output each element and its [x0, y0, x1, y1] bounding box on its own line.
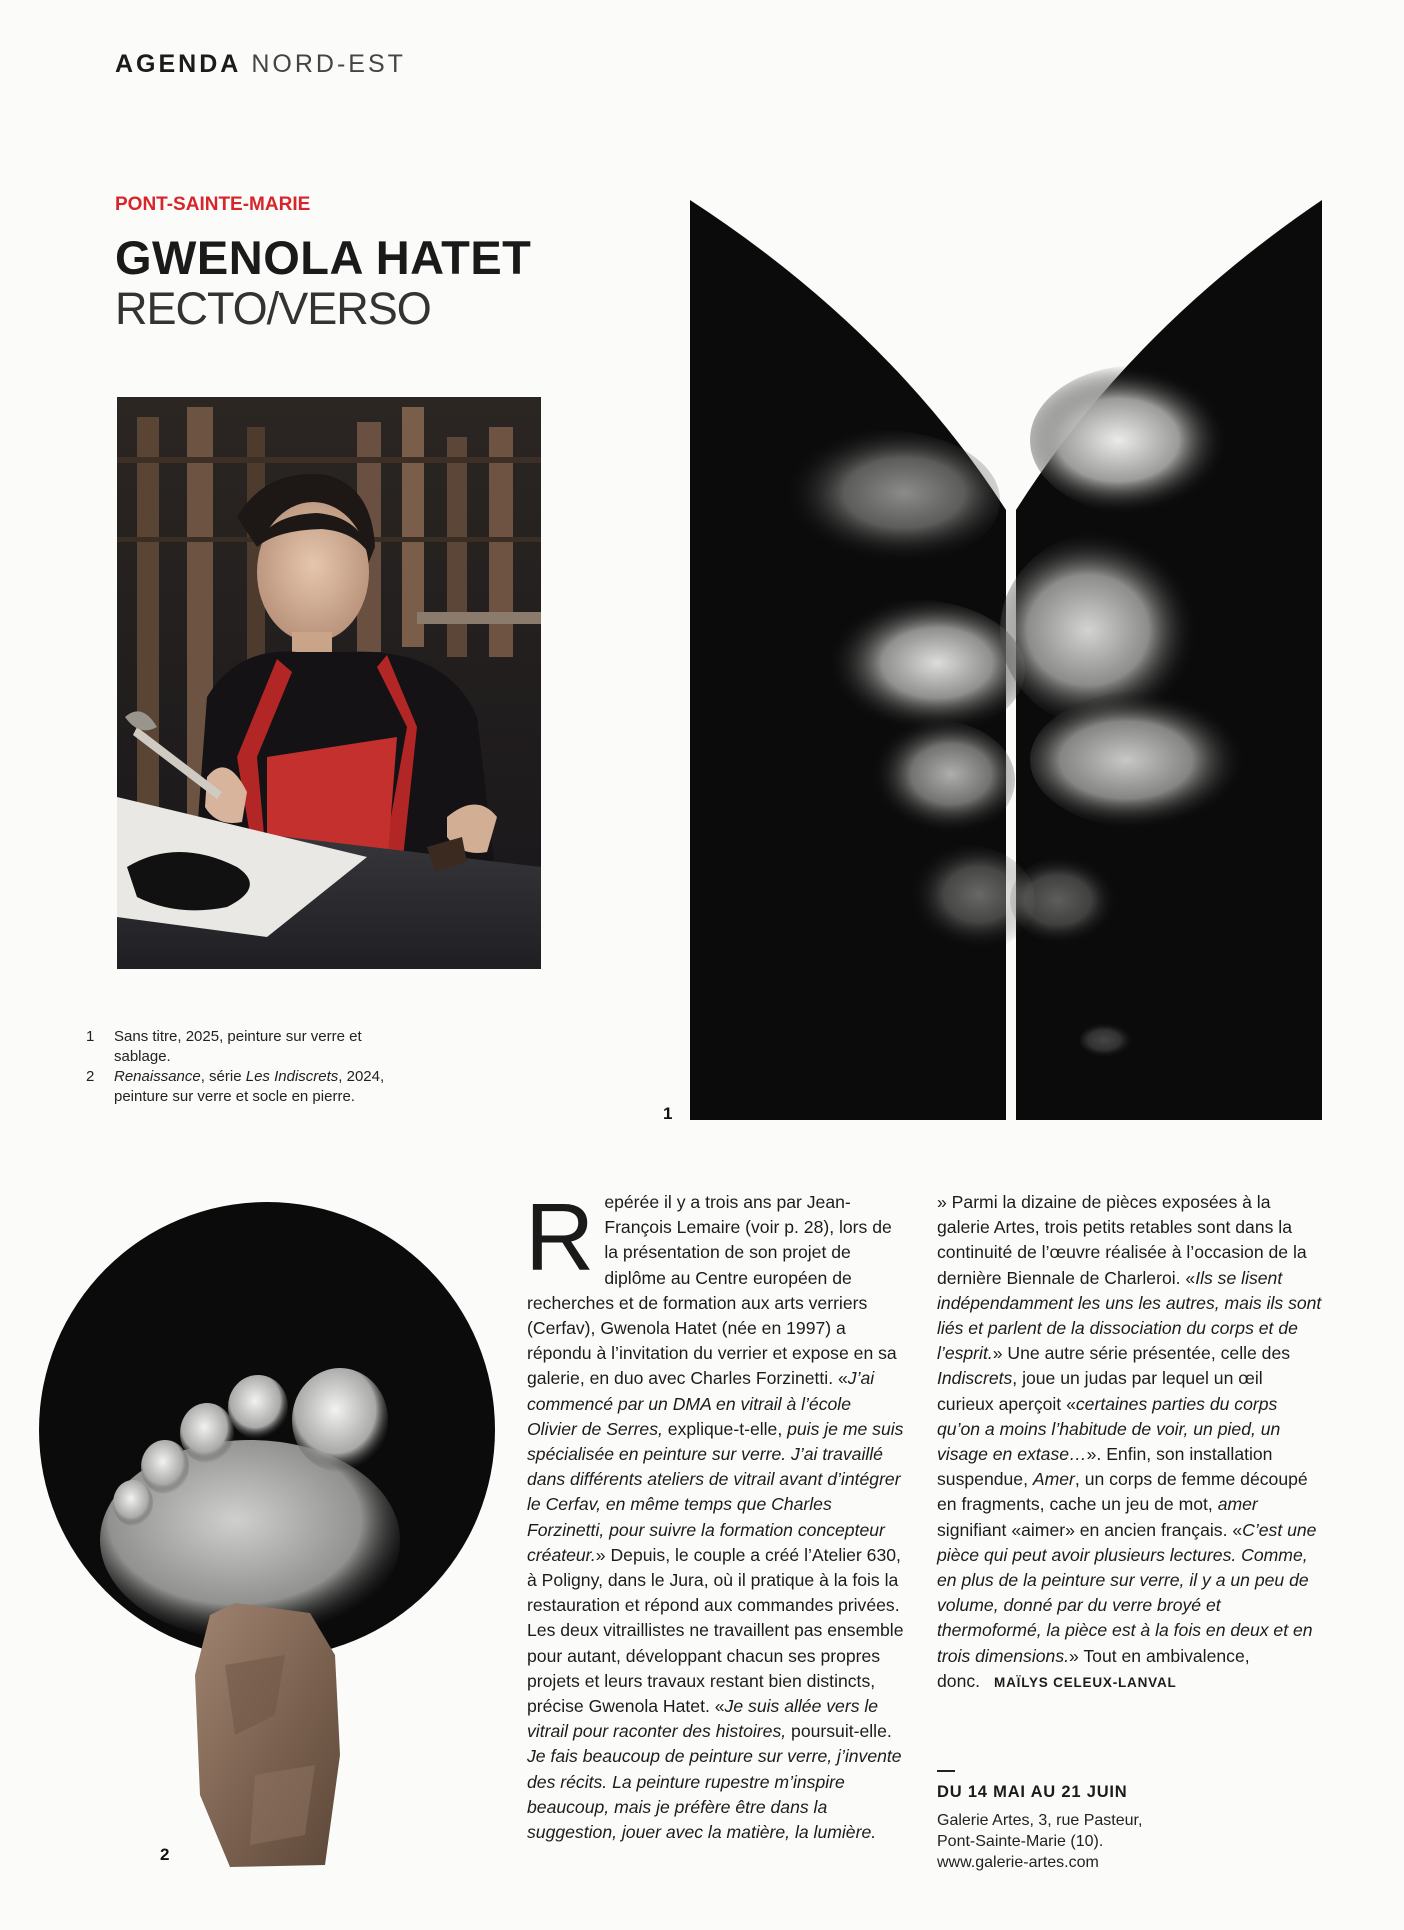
rubric-region: NORD-EST	[251, 50, 406, 78]
rubric-section: AGENDA	[115, 50, 242, 78]
article-paragraph: » Parmi la dizaine de pièces exposées à la galerie Artes, trois petits retables sont dans la continuité de l’œuvre réalisée à l’occasion de la dernière Biennale de Charleroi. «Ils se lisent indépendamment les uns les autres, mais ils sont liés et parlent de la dissociation du corps et de l’esprit.» Une autre série présentée, celle des Indiscrets, joue un judas par lequel un œil curieux aperçoit «certaines parties du corps qu’on a moins l’habitude de voir, un pied, un visage en extase…». Enfin, son installation suspendue, Amer, un corps de femme découpé en fragments, cache un jeu de mot, amer signifiant «aimer» en ancien français. «C’est une pièce qui peut avoir plusieurs lectures. Comme, en plus de la peinture sur verre, il y a un peu de volume, donné par du verre broyé et thermoformé, la pièce est à la fois en deux et en trois dimensions.» Tout en ambivalence, donc. MAÏLYS CELEUX-LANVAL	[937, 1192, 1322, 1691]
author-signature: MAÏLYS CELEUX-LANVAL	[994, 1674, 1177, 1690]
figure-number-1: 1	[663, 1104, 673, 1123]
venue-website[interactable]: www.galerie-artes.com	[937, 1854, 1099, 1871]
diptych-image	[690, 200, 1322, 1120]
figure-number-2: 2	[160, 1845, 170, 1864]
diptych-artwork	[690, 200, 1322, 1120]
caption-text: Sans titre, 2025, peinture sur verre et sablage.	[114, 1028, 362, 1065]
caption-series: Les Indiscrets	[245, 1068, 339, 1085]
disc-image	[35, 1195, 505, 1875]
caption-1	[86, 1027, 386, 1066]
venue-city: Pont-Sainte-Marie (10).	[937, 1833, 1104, 1850]
section-rubric	[115, 50, 406, 79]
caption-work-title: Renaissance	[114, 1068, 201, 1085]
figure-captions	[86, 1027, 386, 1107]
article-title: RECTO/VERSO	[115, 283, 431, 334]
disc-artwork	[35, 1195, 505, 1875]
caption-number: 2	[86, 1068, 95, 1085]
info-divider	[937, 1770, 955, 1772]
article-body-column-1	[525, 1184, 905, 1845]
caption-2	[86, 1067, 386, 1106]
artist-photo	[117, 397, 541, 969]
venue-address: Galerie Artes, 3, rue Pasteur,	[937, 1812, 1143, 1829]
article-location: PONT-SAINTE-MARIE	[115, 194, 311, 215]
article-artist: GWENOLA HATET	[115, 231, 532, 284]
drop-cap: R	[525, 1184, 595, 1291]
article-body-column-2	[937, 1190, 1323, 1695]
exhibition-dates: DU 14 MAI AU 21 JUIN	[937, 1783, 1128, 1801]
caption-number: 1	[86, 1028, 95, 1045]
article-paragraph: Repérée il y a trois ans par Jean-François Lemaire (voir p. 28), lors de la présentation de son projet de diplôme au Centre européen de recherches et de formation aux arts verriers (Cerfav), Gwenola Hatet (née en 1997) a répondu à l’invitation du verrier et expose en sa galerie, en duo avec Charles Forzinetti. «J’ai commencé par un DMA en vitrail à l’école Olivier de Serres, explique-t-elle, puis je me suis spécialisée en peinture sur verre. J’ai travaillé dans différents ateliers de vitrail avant d’intégrer le Cerfav, en même temps que Charles Forzinetti, pour suivre la formation concepteur créateur.» Depuis, le couple a créé l’Atelier 630, à Poligny, dans le Jura, où il pratique à la fois la restauration et répond aux commandes privées. Les deux vitraillistes ne travaillent pas ensemble pour autant, développant chacun ses propres projets et leurs travaux restant bien distincts, précise Gwenola Hatet. «Je suis allée vers le vitrail pour raconter des histoires, poursuit-elle. Je fais beaucoup de peinture sur verre, j’invente des récits. La peinture rupestre m’inspire beaucoup, mais je préfère être dans la suggestion, jouer avec la matière, la lumière.	[525, 1184, 904, 1843]
artist-photo-image	[117, 397, 541, 969]
caption-text: Renaissance, série Les Indiscrets, 2024, peinture sur verre et socle en pierre.	[114, 1068, 385, 1105]
exhibition-venue	[937, 1810, 1317, 1873]
